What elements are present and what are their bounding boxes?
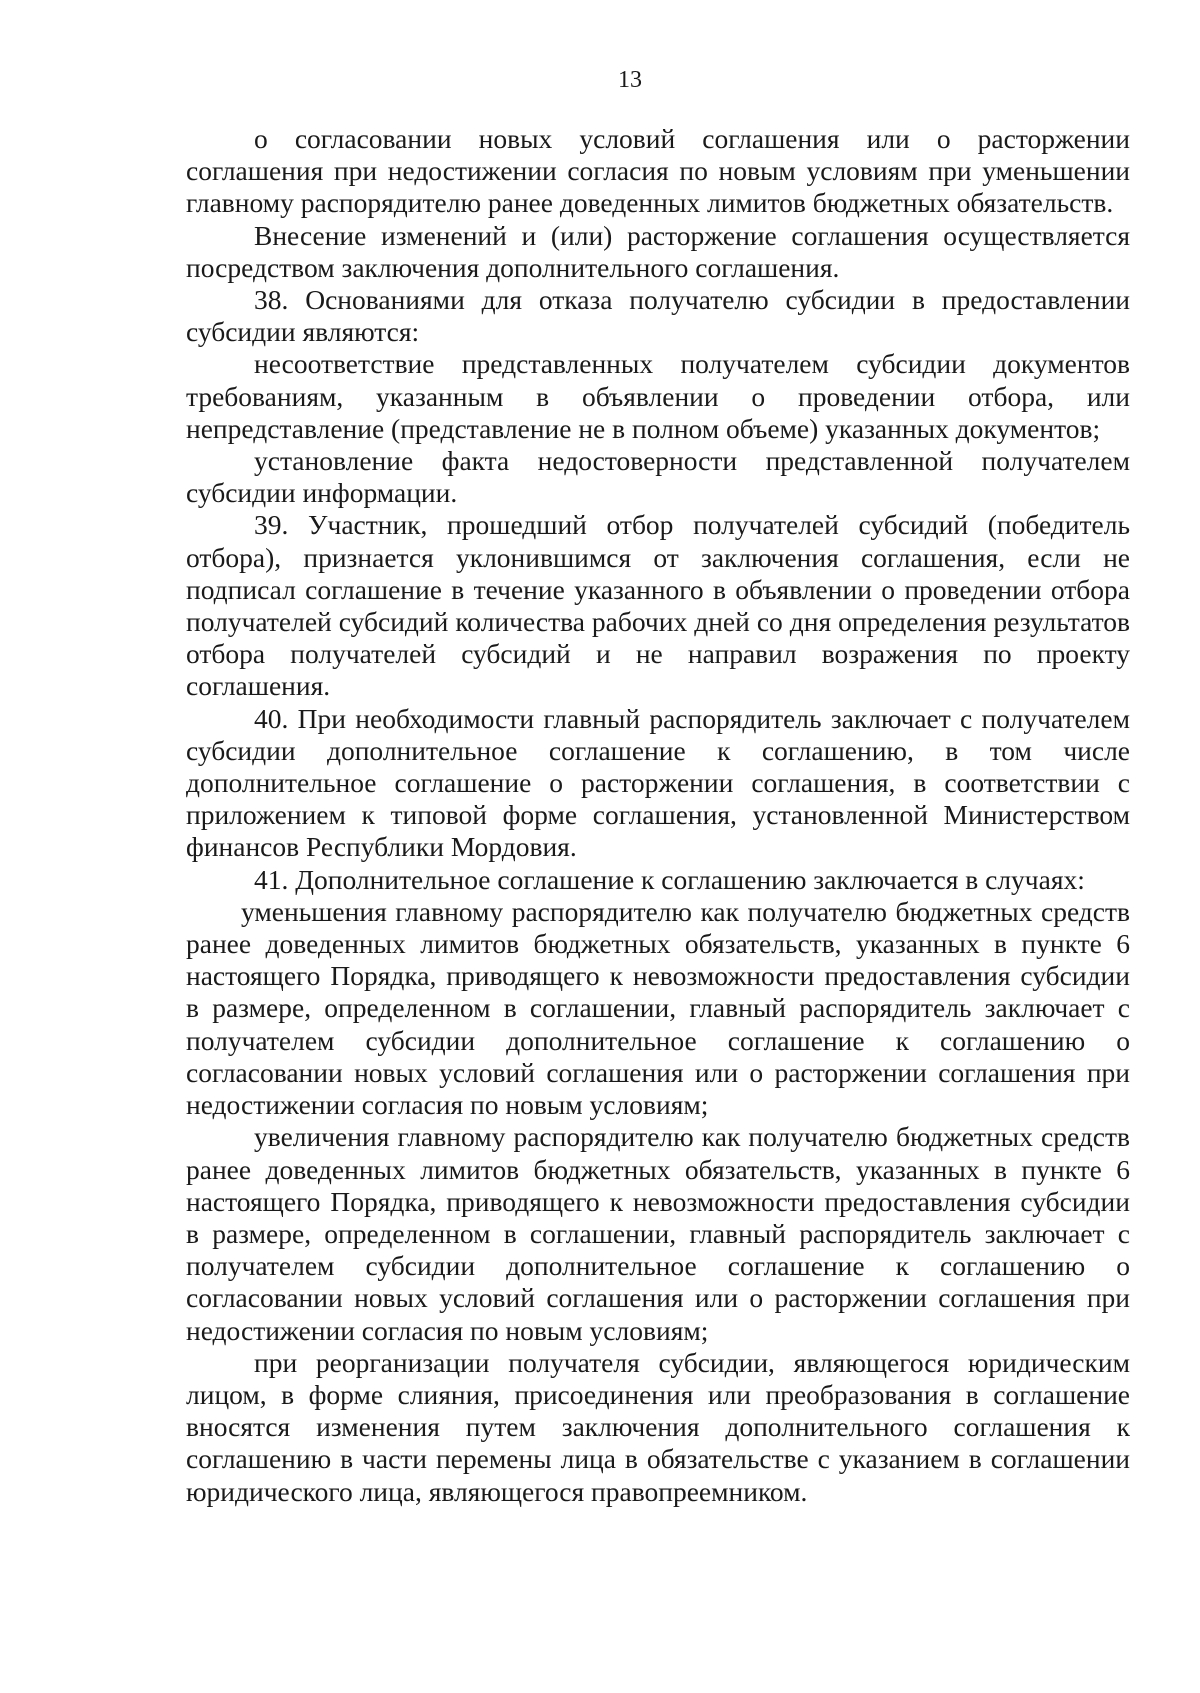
- paragraph: при реорганизации получателя субсидии, являющегося юридическим лицом, в форме слияния, присоединения или преобразования в соглашение вносятся изменения путем заключения дополнительного соглашения к соглашению в части перемены лица в обязательстве с указанием в соглашении юридического лица, являющегося правопреемником.: [186, 1346, 1130, 1507]
- paragraph-clause-41: 41. Дополнительное соглашение к соглашению заключается в случаях:: [254, 863, 1085, 895]
- paragraph: увеличения главному распорядителю как получателю бюджетных средств ранее доведенных лимитов бюджетных обязательств, указанных в пункте 6 настоящего Порядка, приводящего к невозможности предоставления субсидии в размере, определенном в соглашении, главный распорядитель заключает с получателем субсидии дополнительное соглашение к соглашению о согласовании новых условий соглашения или о расторжении соглашения при недостижении согласия по новым условиям;: [186, 1121, 1130, 1346]
- paragraph: о согласовании новых условий соглашения или о расторжении соглашения при недостижении согласия по новым условиям при уменьшении главному распорядителю ранее доведенных лимитов бюджетных обязательств.: [186, 123, 1130, 219]
- paragraph-clause-39: 39. Участник, прошедший отбор получателей субсидий (победитель отбора), признается уклонившимся от заключения соглашения, если не подписал соглашение в течение указанного в объявлении о проведении отбора получателей субсидий количества рабочих дней со дня определения результатов отбора получателей субсидий и не направил возражения по проекту соглашения.: [186, 509, 1130, 702]
- paragraph: установление факта недостоверности представленной получателем субсидии информации.: [186, 445, 1130, 509]
- paragraph-clause-40: 40. При необходимости главный распорядитель заключает с получателем субсидии дополнительное соглашение к соглашению, в том числе дополнительное соглашение о расторжении соглашения, в соответствии с приложением к типовой форме соглашения, установленной Министерством финансов Республики Мордовия.: [186, 702, 1130, 863]
- paragraph: уменьшения главному распорядителю как получателю бюджетных средств ранее доведенных лимитов бюджетных обязательств, указанных в пункте 6 настоящего Порядка, приводящего к невозможности предоставления субсидии в размере, определенном в соглашении, главный распорядитель заключает с получателем субсидии дополнительное соглашение к соглашению о согласовании новых условий соглашения или о расторжении соглашения при недостижении согласия по новым условиям;: [186, 895, 1130, 1121]
- paragraph: несоответствие представленных получателем субсидии документов требованиям, указанным в объявлении о проведении отбора, или непредставление (представление не в полном объеме) указанных документов;: [186, 348, 1130, 444]
- paragraph-clause-38: 38. Основаниями для отказа получателю субсидии в предоставлении субсидии являются:: [186, 284, 1130, 348]
- page-number: 13: [618, 67, 642, 93]
- paragraph: Внесение изменений и (или) расторжение соглашения осуществляется посредством заключения дополнительного соглашения.: [186, 219, 1130, 283]
- document-body: [186, 123, 1130, 1508]
